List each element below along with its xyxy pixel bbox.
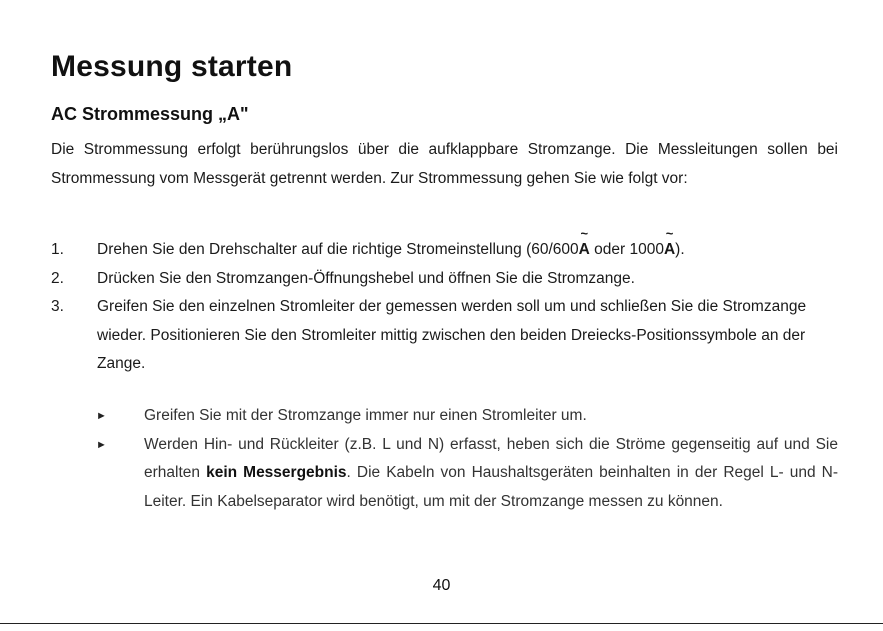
step-text: Drücken Sie den Stromzangen-Öffnungshebel und öffnen Sie die Stromzange. xyxy=(97,269,635,287)
instruction-steps xyxy=(51,226,838,379)
ac-tilde-mark: ~ xyxy=(580,226,589,241)
intro-paragraph: Die Strommessung erfolgt berührungslos über die aufklappbare Stromzange. Die Messleitungen sollen bei Strommessung vom Messgerät getrennt werden. Zur Strommessung gehen Sie wie folgt vor: xyxy=(51,141,838,187)
unit-letter: A xyxy=(578,241,590,258)
ac-unit-symbol xyxy=(663,226,676,265)
unit-letter: A xyxy=(663,241,676,258)
step-number: 3. xyxy=(51,298,64,315)
step-number: 1. xyxy=(51,241,64,258)
hint-text: Greifen Sie mit der Stromzange immer nur einen Stromleiter um. xyxy=(144,407,587,424)
step-text-part: ). xyxy=(675,241,685,258)
hint-item xyxy=(96,431,838,517)
hint-text-part: Werden Hin- und Rückleiter (z.B. L und N) erfasst, heben sich die Ströme gegenseitig auf und Sie erhalten xyxy=(144,435,838,481)
page-number: 40 xyxy=(432,577,451,594)
step-text: Greifen Sie den einzelnen Stromleiter der gemessen werden soll um und schließen Sie die Stromzange wieder. Positionieren Sie den Stromleiter mittig zwischen den beiden Dreiecks-Positionssymbole an der Zange. xyxy=(97,298,807,372)
step-item xyxy=(51,293,838,379)
step-item xyxy=(51,226,838,265)
step-number: 2. xyxy=(51,269,64,287)
step-text-part: oder 1000 xyxy=(589,241,664,258)
triangle-arrow-right-icon: ► xyxy=(96,438,107,451)
ac-unit-symbol xyxy=(578,226,590,265)
hint-text-part: . Die Kabeln von Haushaltsgeräten beinhalten in der Regel L- und N- Leiter. Ein Kabelseparator wird benötigt, um mit der Stromzange messen zu können. xyxy=(144,464,838,510)
section-heading: AC Strommessung „A" xyxy=(51,104,249,124)
footer-divider xyxy=(0,623,883,624)
triangle-arrow-right-icon: ► xyxy=(96,410,107,422)
step-item xyxy=(51,265,838,294)
page-title: Messung starten xyxy=(51,50,293,83)
step-text-part: Drehen Sie den Drehschalter auf die richtige Stromeinstellung (60/600 xyxy=(97,241,579,258)
hint-list xyxy=(96,402,838,516)
ac-tilde-mark: ~ xyxy=(665,226,674,241)
hint-item xyxy=(96,402,838,431)
hint-emphasis: kein Messergebnis xyxy=(206,464,347,481)
